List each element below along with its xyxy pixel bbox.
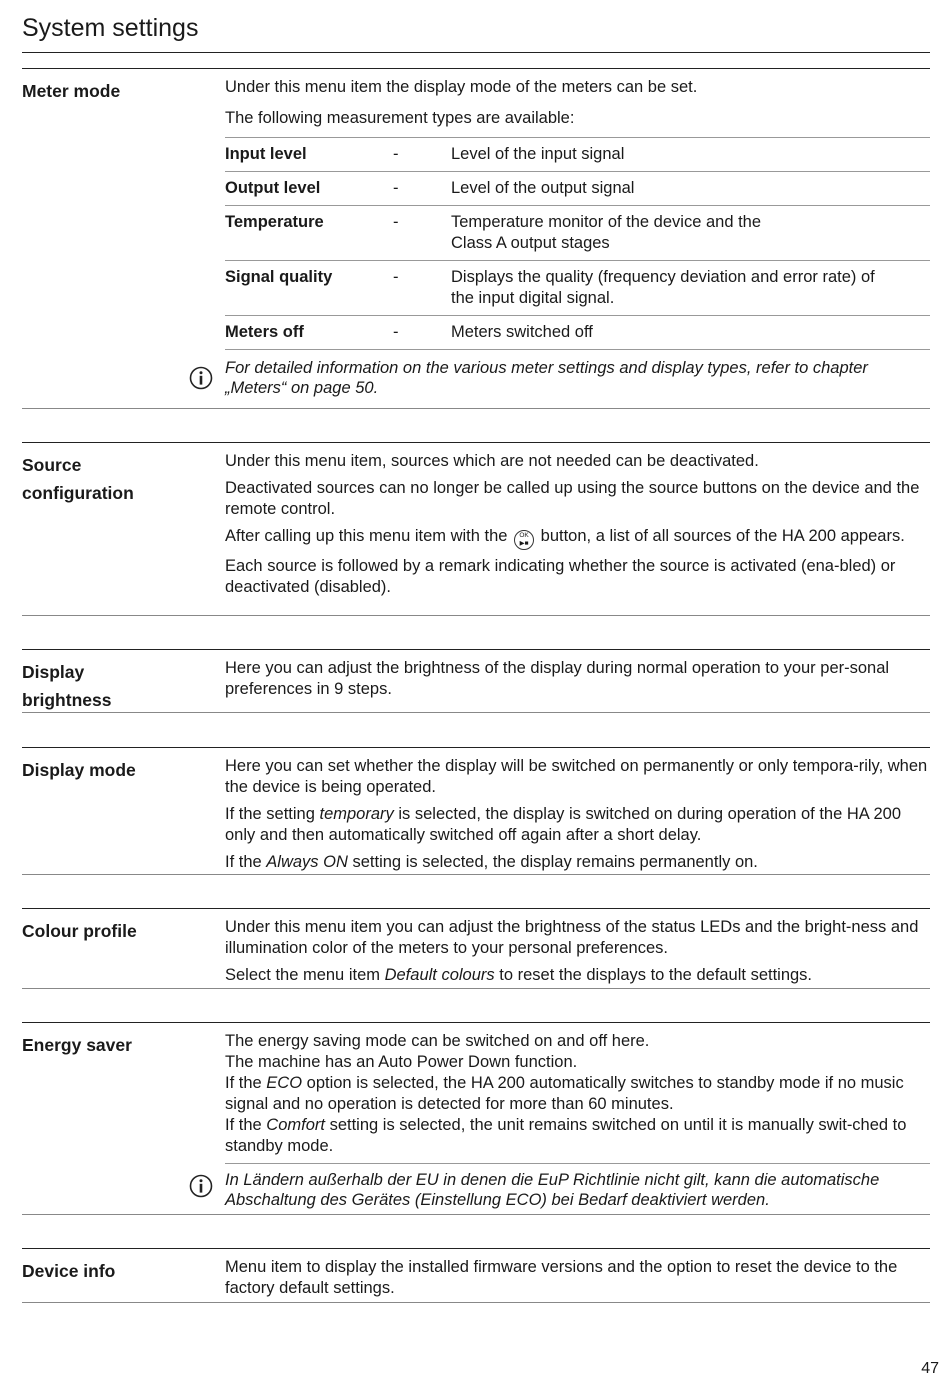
play-stop-glyph: ▶■ — [519, 540, 529, 547]
text-run: setting is selected, the display remains permanently on. — [352, 853, 758, 871]
section-meter-mode — [22, 68, 930, 409]
option-name: Always ON — [266, 853, 348, 871]
dash: - — [393, 261, 451, 316]
paragraph: The machine has an Auto Power Down function. — [225, 1053, 578, 1071]
section-energy-saver — [22, 1022, 930, 1215]
section-display-brightness — [22, 649, 930, 713]
text-run: to reset the displays to the default settings. — [499, 966, 813, 984]
paragraph: Deactivated sources can no longer be called up using the source buttons on the device and the remote control. — [225, 479, 920, 518]
ok-label: OK — [519, 532, 529, 539]
display-mode-body — [225, 756, 930, 879]
label-line: brightness — [22, 690, 112, 710]
desc-line: Displays the quality (frequency deviation and error rate) of — [451, 268, 875, 286]
device-info-label: Device info — [22, 1261, 116, 1281]
table-row — [225, 261, 930, 316]
info-icon — [189, 1174, 213, 1198]
measurement-name: Meters off — [225, 316, 393, 350]
table-row — [225, 138, 930, 172]
dash: - — [393, 206, 451, 261]
paragraph: Each source is followed by a remark indicating whether the source is activated (ena-bled) or deactivated (disabled). — [225, 557, 896, 596]
display-brightness-label — [22, 658, 212, 714]
measurement-description: Level of the input signal — [451, 138, 930, 172]
paragraph: Here you can set whether the display will be switched on permanently or only tempora-rily, when the device is being operated. — [225, 757, 928, 796]
text-run: If the — [225, 1074, 262, 1092]
title-rule — [22, 52, 930, 53]
energy-saver-note — [225, 1163, 930, 1210]
table-row — [225, 316, 930, 350]
option-name: ECO — [266, 1074, 303, 1092]
text-run: option is selected, the HA 200 automatically switches to standby mode if no music signal and no operation is detected for more than 60 minutes. — [225, 1074, 904, 1113]
section-source-configuration — [22, 442, 930, 616]
option-name: temporary — [319, 805, 394, 823]
text-run: If the setting — [225, 805, 315, 823]
source-configuration-body — [225, 451, 930, 604]
note-line: „Meters“ on page 50. — [225, 379, 379, 397]
text-run: is selected, the display is switched on during operation of the HA 200 only and then automatically switched off again after a short delay. — [225, 805, 901, 844]
text-run: setting is selected, the unit remains switched on until it is manually swit-ched to standby mode. — [225, 1116, 907, 1155]
section-colour-profile — [22, 908, 930, 989]
measurement-description: Meters switched off — [451, 316, 930, 350]
energy-saver-body — [225, 1031, 930, 1210]
text-run: After calling up this menu item with the — [225, 527, 508, 545]
option-name: Default colours — [384, 966, 495, 984]
display-mode-label: Display mode — [22, 760, 136, 780]
measurement-name: Output level — [225, 172, 393, 206]
ok-play-button-icon — [514, 530, 534, 550]
option-name: Comfort — [266, 1116, 325, 1134]
dash: - — [393, 316, 451, 350]
meter-mode-intro: Under this menu item the display mode of the meters can be set. — [225, 78, 698, 96]
measurement-name: Signal quality — [225, 261, 393, 316]
measurement-types-table — [225, 137, 930, 350]
table-row — [225, 172, 930, 206]
paragraph: Under this menu item, sources which are not needed can be deactivated. — [225, 452, 759, 470]
text-run: button, a list of all sources of the HA 200 appears. — [540, 527, 905, 545]
device-info-body — [225, 1257, 930, 1305]
desc-line: the input digital signal. — [451, 289, 615, 307]
paragraph — [225, 526, 930, 550]
meter-mode-label: Meter mode — [22, 81, 121, 101]
info-icon — [189, 366, 213, 390]
section-display-mode — [22, 747, 930, 875]
meter-mode-note — [225, 358, 930, 398]
paragraph — [225, 1115, 930, 1157]
page-number: 47 — [921, 1360, 939, 1377]
text-run: If the — [225, 853, 262, 871]
page-title: System settings — [22, 14, 199, 42]
measurement-name: Temperature — [225, 206, 393, 261]
paragraph: Here you can adjust the brightness of the display during normal operation to your per-sonal preferences in 9 steps. — [225, 659, 890, 698]
paragraph — [225, 852, 930, 873]
meter-mode-types-intro: The following measurement types are available: — [225, 109, 575, 127]
label-line: Source — [22, 455, 82, 475]
note-line: Abschaltung des Gerätes (Einstellung ECO) bei Bedarf deaktiviert werden. — [225, 1191, 770, 1209]
energy-saver-label: Energy saver — [22, 1035, 132, 1055]
paragraph: Under this menu item you can adjust the brightness of the status LEDs and the bright-ness and illumination color of the meters to your personal preferences. — [225, 918, 919, 957]
dash: - — [393, 138, 451, 172]
measurement-description — [451, 206, 930, 261]
measurement-description — [451, 261, 930, 316]
note-line: For detailed information on the various meter settings and display types, refer to chapter — [225, 359, 868, 377]
paragraph: Menu item to display the installed firmware versions and the option to reset the device to the factory default settings. — [225, 1258, 898, 1297]
text-run: Select the menu item — [225, 966, 380, 984]
paragraph — [225, 804, 930, 846]
paragraph — [225, 965, 930, 986]
colour-profile-label: Colour profile — [22, 921, 137, 941]
measurement-name: Input level — [225, 138, 393, 172]
section-device-info — [22, 1248, 930, 1303]
colour-profile-body — [225, 917, 930, 992]
measurement-description: Level of the output signal — [451, 172, 930, 206]
paragraph — [225, 1073, 930, 1115]
desc-line: Temperature monitor of the device and the — [451, 213, 762, 231]
dash: - — [393, 172, 451, 206]
meter-mode-body — [225, 77, 930, 398]
paragraph: The energy saving mode can be switched on and off here. — [225, 1032, 650, 1050]
source-configuration-label — [22, 451, 212, 507]
label-line: configuration — [22, 483, 134, 503]
text-run: If the — [225, 1116, 262, 1134]
desc-line: Class A output stages — [451, 234, 610, 252]
label-line: Display — [22, 662, 85, 682]
display-brightness-body — [225, 658, 930, 706]
note-line: In Ländern außerhalb der EU in denen die EuP Richtlinie nicht gilt, kann die automatische — [225, 1171, 880, 1189]
table-row — [225, 206, 930, 261]
